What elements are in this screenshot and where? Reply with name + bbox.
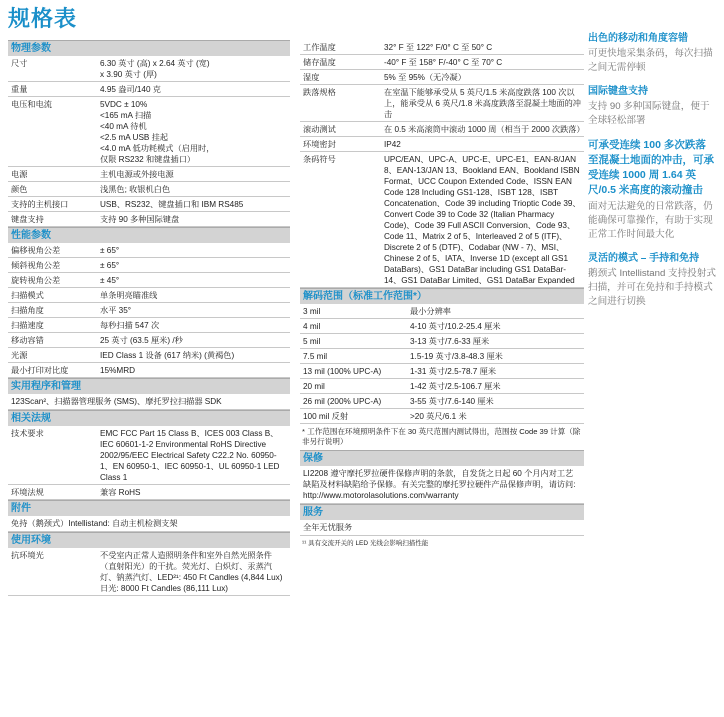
section-header: 附件	[8, 500, 290, 516]
spec-label: 跌落规格	[303, 88, 336, 97]
spec-row	[8, 56, 290, 82]
spec-value: -40° F 至 158° F/-40° C 至 70° C	[384, 58, 503, 67]
section-header: 物理参数	[8, 40, 290, 56]
spec-row	[300, 137, 584, 152]
section-header: 保修	[300, 450, 584, 466]
spec-row	[8, 426, 290, 485]
feature-body: 可更快地采集条码，每次扫描之间无需停顿	[588, 48, 713, 73]
spec-value: >20 英尺/6.1 米	[410, 412, 467, 421]
spec-row	[8, 243, 290, 258]
spec-row	[300, 409, 584, 424]
spec-value: 32° F 至 122° F/0° C 至 50° C	[384, 43, 493, 52]
spec-label: 电压和电流	[11, 100, 52, 109]
spec-value: UPC/EAN、UPC-A、UPC-E、UPC-E1、EAN-8/JAN 8、EAN-13/JAN 13、Bookland EAN、Bookland ISBN Format、UCC Coupon Extended Code、ISSN EAN Code 128 Including GS1-128、ISBT 128、ISBT Concatenation、Code 39 including Trioptic Code 39、Convert Code 39 to Code 32 (Italian Pharmacy Code)、Code 39 Full ASCII Conversion、Code 93、Code 11、Matrix 2 of 5、Interleaved 2 of 5 (ITF)、Discrete 2 of 5 (DTF)、Codabar (NW - 7)、MSI、Chinese 2 of 5、IATA、Inverse 1D (except all GS1 DataBars)、GS1 DataBar including GS1 DataBar-14、GS1 DataBar Limited、GS1 DataBar Expanded	[384, 155, 581, 285]
spec-label: 移动容错	[11, 336, 44, 345]
spec-row	[8, 182, 290, 197]
spec-row	[300, 55, 584, 70]
spec-label: 技术要求	[11, 429, 44, 438]
spec-value: 兼容 RoHS	[100, 488, 141, 497]
spec-value: ± 65°	[100, 261, 120, 270]
spec-row	[8, 212, 290, 227]
spec-label: 4 mil	[303, 322, 321, 331]
spec-row	[8, 303, 290, 318]
spec-value: 4-10 英寸/10.2-25.4 厘米	[410, 322, 501, 331]
spec-label: 条码符号	[303, 155, 336, 164]
spec-value: 在 0.5 米高滚筒中滚动 1000 周（相当于 2000 次跌落）	[384, 125, 585, 134]
spec-value: ± 65°	[100, 246, 120, 255]
spec-label: 13 mil (100% UPC-A)	[303, 367, 382, 376]
spec-value: 浅黑色; 收银机白色	[100, 185, 171, 194]
spec-value: 4.95 盎司/140 克	[100, 85, 161, 94]
decode-note: * 工作范围在环境照明条件下在 30 英尺范围内测试得出，范围按 Code 39 计算（除非另行说明）	[302, 427, 581, 446]
spec-value: 15%MRD	[100, 366, 136, 375]
spec-value: IP42	[384, 140, 401, 149]
spec-value: EMC FCC Part 15 Class B、ICES 003 Class B、IEC 60601-1-2 Environmental RoHS Directive 2002/95/EEC Electrical Safety C22.2 No. 60950-1、EN 60950-1、IEC 60950-1、UL 60950-1 LED Class 1	[100, 429, 280, 482]
spec-label: 扫描角度	[11, 306, 44, 315]
spec-label: 20 mil	[303, 382, 325, 391]
spec-row	[8, 97, 290, 167]
spec-row	[8, 167, 290, 182]
spec-row	[8, 82, 290, 97]
spec-value: 每秒扫描 547 次	[100, 321, 160, 330]
feature-heading: 出色的移动和角度容错	[588, 33, 688, 44]
spec-value: IED Class 1 设备 (617 纳米) (黄褐色)	[100, 351, 235, 360]
feature-heading: 灵活的模式 – 手持和免持	[588, 253, 700, 264]
left-column	[8, 40, 290, 596]
spec-row	[300, 349, 584, 364]
utilities-text: 123Scan²、扫描器管理服务 (SMS)、摩托罗拉扫描器 SDK	[8, 394, 290, 410]
feature-body: 鹅颈式 Intellistand 支持投射式扫描，并可在免持和手持模式之间进行切换	[588, 268, 716, 307]
spec-row	[300, 40, 584, 55]
spec-row	[8, 288, 290, 303]
spec-value: 最小分辨率	[410, 307, 451, 316]
middle-column	[300, 40, 584, 551]
spec-label: 旋转视角公差	[11, 276, 61, 285]
accessories-text: 免持（鹅颈式）Intellistand: 自动主机检测支架	[8, 516, 290, 532]
spec-label: 颜色	[11, 185, 28, 194]
page-title: 规格表	[8, 6, 78, 31]
spec-value: 主机电源或外接电源	[100, 170, 174, 179]
feature-heading: 国际键盘支持	[588, 86, 648, 97]
spec-label: 扫描速度	[11, 321, 44, 330]
spec-row	[300, 364, 584, 379]
service-text: 全年无忧服务	[300, 520, 584, 536]
spec-row	[300, 70, 584, 85]
warranty-text: LI2208 遵守摩托罗拉硬件保修声明的条款，自发货之日起 60 个月内对工艺缺陷及材料缺陷给予保修。有关完整的摩托罗拉硬件产品保修声明，请访问: http://www.motorolasolutions.com/warranty	[300, 466, 584, 504]
spec-label: 26 mil (200% UPC-A)	[303, 397, 382, 406]
spec-row	[300, 152, 584, 288]
spec-value: 3-13 英寸/7.6-33 厘米	[410, 337, 490, 346]
spec-label: 扫描模式	[11, 291, 44, 300]
spec-row	[300, 379, 584, 394]
spec-label: 倾斜视角公差	[11, 261, 61, 270]
spec-label: 支持的主机接口	[11, 200, 69, 209]
spec-value: 6.30 英寸 (高) x 2.64 英寸 (宽) x 3.90 英寸 (厚)	[100, 59, 210, 79]
spec-label: 电源	[11, 170, 28, 179]
spec-value: 支持 90 多种国际键盘	[100, 215, 180, 224]
section-header: 性能参数	[8, 227, 290, 243]
spec-value: ± 45°	[100, 276, 120, 285]
feature-body: 支持 90 多种国际键盘，便于全球轻松部署	[588, 101, 710, 126]
spec-value: USB、RS232、键盘插口和 IBM RS485	[100, 200, 244, 209]
section-header: 实用程序和管理	[8, 378, 290, 394]
spec-label: 尺寸	[11, 59, 28, 68]
spec-value: 3-55 英寸/7.6-140 厘米	[410, 397, 494, 406]
spec-label: 3 mil	[303, 307, 321, 316]
spec-value: 在室温下能够承受从 5 英尺/1.5 米高度跌落 100 次以上，能承受从 6 英尺/1.8 米高度跌落至混凝土地面的冲击	[384, 88, 581, 119]
spec-label: 键盘支持	[11, 215, 44, 224]
section-header: 使用环境	[8, 532, 290, 548]
spec-label: 偏移视角公差	[11, 246, 61, 255]
spec-row	[8, 348, 290, 363]
spec-row	[8, 333, 290, 348]
spec-row	[300, 334, 584, 349]
spec-value: 25 英寸 (63.5 厘米) /秒	[100, 336, 183, 345]
feature-heading: 可承受连续 100 多次跌落至混凝土地面的冲击，可承受连续 1000 周 1.64 英尺/0.5 米高度的滚动撞击	[588, 139, 714, 196]
spec-label: 工作温度	[303, 43, 336, 52]
spec-label: 抗环境光	[11, 551, 44, 560]
spec-label: 滚动测试	[303, 125, 336, 134]
spec-row	[300, 122, 584, 137]
spec-row	[8, 273, 290, 288]
spec-label: 最小打印对比度	[11, 366, 69, 375]
spec-value: 单条明亮瞄准线	[100, 291, 158, 300]
spec-label: 储存温度	[303, 58, 336, 67]
spec-label: 5 mil	[303, 337, 321, 346]
spec-row	[300, 319, 584, 334]
spec-label: 光源	[11, 351, 28, 360]
spec-label: 湿度	[303, 73, 320, 82]
spec-label: 重量	[11, 85, 28, 94]
spec-row	[8, 548, 290, 596]
spec-value: 5VDC ± 10% <165 mA 扫描 <40 mA 待机 <2.5 mA USB 挂起 <4.0 mA 低功耗模式（启用时， 仅限 RS232 和键盘插口）	[100, 100, 215, 164]
section-header: 相关法规	[8, 410, 290, 426]
spec-value: 5% 至 95%（无冷凝）	[384, 73, 466, 82]
spec-row	[300, 85, 584, 122]
spec-row	[8, 318, 290, 333]
features-column	[588, 32, 716, 319]
section-header: 解码范围（标准工作范围*）	[300, 288, 584, 304]
spec-label: 环境密封	[303, 140, 336, 149]
spec-value: 1-42 英寸/2.5-106.7 厘米	[410, 382, 501, 391]
spec-row	[8, 363, 290, 378]
spec-row	[300, 394, 584, 409]
spec-row	[8, 485, 290, 500]
spec-row	[8, 258, 290, 273]
feature-body: 面对无法避免的日常跌落，仍能确保可靠操作，有助于实现正常工作时间最大化	[588, 201, 713, 240]
spec-label: 100 mil 反射	[303, 412, 349, 421]
spec-label: 7.5 mil	[303, 352, 328, 361]
spec-value: 不受室内正常人造照明条件和室外自然光照条件（直射阳光）的干扰。荧光灯、白炽灯、汞蒸汽灯、钠蒸汽灯、LED²¹: 450 Ft Candles (4,844 Lux) 日光: 8000 Ft Candles (86,111 Lux)	[100, 551, 283, 593]
spec-row	[8, 197, 290, 212]
spec-value: 1-31 英寸/2.5-78.7 厘米	[410, 367, 497, 376]
spec-value: 1.5-19 英寸/3.8-48.3 厘米	[410, 352, 503, 361]
spec-row	[300, 304, 584, 319]
section-header: 服务	[300, 504, 584, 520]
spec-label: 环境法规	[11, 488, 44, 497]
footnote: ¹¹ 具有交流开关的 LED 光线会影响扫描性能	[302, 540, 429, 547]
spec-value: 水平 35°	[100, 306, 132, 315]
